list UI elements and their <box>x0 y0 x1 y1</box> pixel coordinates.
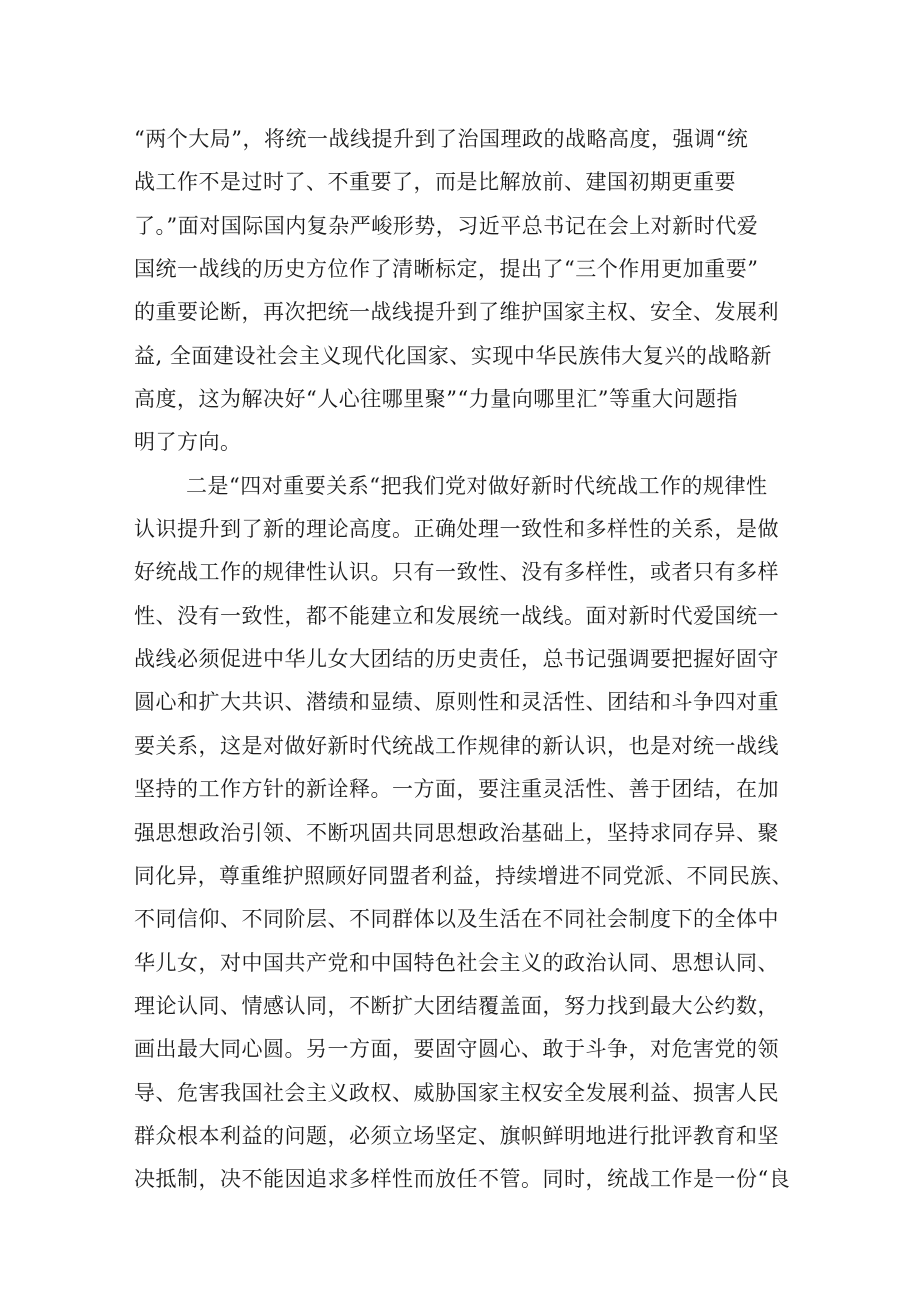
text-line: 益, 全面建设社会主义现代化国家、实现中华民族伟大复兴的战略新 <box>134 343 772 368</box>
text-line: 了。”面对国际国内复杂严峻形势，习近平总书记在会上对新时代爱 <box>134 213 759 238</box>
text-line: 的重要论断，再次把统一战线提升到了维护国家主权、安全、发展利 <box>134 300 779 325</box>
text-line: 不同信仰、不同阶层、不同群体以及生活在不同社会制度下的全体中 <box>134 907 779 932</box>
text-line: 同化异，尊重维护照顾好同盟者利益，持续增进不同党派、不同民族、 <box>134 863 793 888</box>
text-line: 坚持的工作方针的新诠释。一方面，要注重灵活性、善于团结，在加 <box>134 777 779 802</box>
text-line: 战工作不是过时了、不重要了，而是比解放前、建国初期更重要 <box>134 170 736 195</box>
text-line: 国统一战线的历史方位作了清晰标定，提出了“三个作用更加重要” <box>134 257 759 282</box>
paragraph-2 <box>134 465 794 1202</box>
text-line: 决抵制，决不能因追求多样性而放任不管。同时，统战工作是一份“良 <box>134 1167 791 1192</box>
text-line: 圆心和扩大共识、潜绩和显绩、原则性和灵活性、团结和斗争四对重 <box>134 690 779 715</box>
text-line: 明了方向。 <box>134 430 242 455</box>
text-line: 强思想政治引领、不断巩固共同思想政治基础上，坚持求同存异、聚 <box>134 820 779 845</box>
text-line: 华儿女，对中国共产党和中国特色社会主义的政治认同、思想认同、 <box>134 950 779 975</box>
text-line: 二是“四对重要关系“把我们党对做好新时代统战工作的规律性 <box>186 473 768 498</box>
text-line: 性、没有一致性，都不能建立和发展统一战线。面对新时代爱国统一 <box>134 603 779 628</box>
body-text <box>134 118 794 1202</box>
text-line: “两个大局”，将统一战线提升到了治国理政的战略高度，强调“统 <box>134 127 749 151</box>
text-line: 理论认同、情感认同，不断扩大团结覆盖面，努力找到最大公约数， <box>134 993 779 1018</box>
text-line: 群众根本利益的问题，必须立场坚定、旗帜鲜明地进行批评教育和坚 <box>134 1123 779 1148</box>
text-line: 要关系，这是对做好新时代统战工作规律的新认识，也是对统一战线 <box>134 733 779 758</box>
text-line: 高度，这为解决好“人心往哪里聚”“力量向哪里汇”等重大问题指 <box>134 387 738 412</box>
text-line: 画出最大同心圆。另一方面，要固守圆心、敢于斗争，对危害党的领 <box>134 1037 779 1062</box>
text-line: 战线必须促进中华儿女大团结的历史责任，总书记强调要把握好固守 <box>134 647 779 672</box>
paragraph-1 <box>134 118 794 465</box>
text-line: 好统战工作的规律性认识。只有一致性、没有多样性，或者只有多样 <box>134 560 779 585</box>
text-line: 认识提升到了新的理论高度。正确处理一致性和多样性的关系，是做 <box>134 517 779 542</box>
text-line: 导、危害我国社会主义政权、威胁国家主权安全发展利益、损害人民 <box>134 1080 779 1105</box>
